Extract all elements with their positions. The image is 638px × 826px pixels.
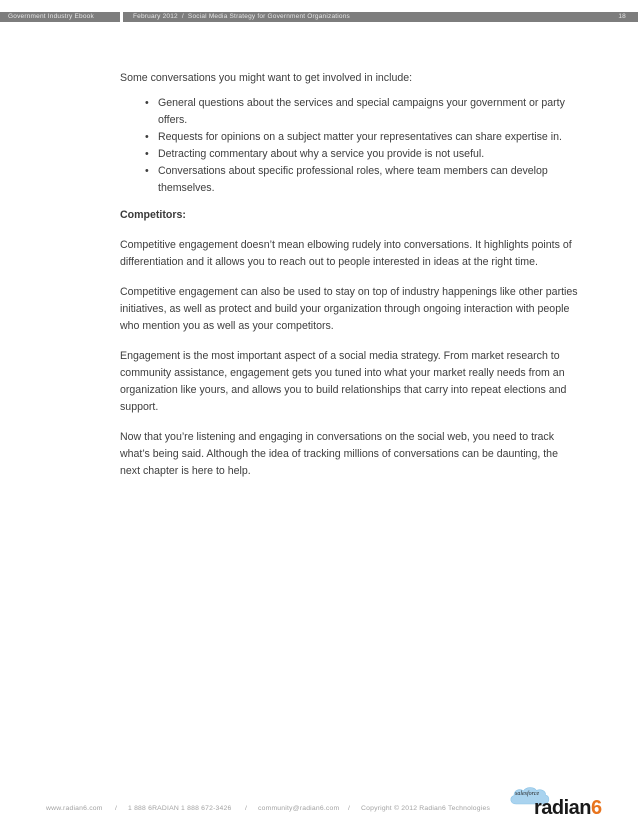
competitors-heading: Competitors:	[120, 209, 186, 221]
list-item	[145, 146, 580, 163]
radian6-logo	[508, 785, 626, 821]
logo-digit: 6	[591, 797, 602, 819]
ebook-label: Government Industry Ebook	[0, 12, 120, 22]
list-item	[145, 95, 580, 129]
list-item-text: Detracting commentary about why a service you provide is not useful.	[158, 148, 485, 160]
page-header	[0, 0, 638, 22]
footer-separator: /	[348, 805, 351, 812]
bullet-icon: •	[145, 148, 149, 160]
logo-word: radian	[534, 797, 592, 819]
list-item-text: General questions about the services and special campaigns your government or party offers.	[158, 97, 565, 126]
bullet-icon: •	[145, 97, 149, 109]
body-paragraph: Competitive engagement doesn’t mean elbowing rudely into conversations. It highlights points of differentiation and it allows you to reach out to people interested in ideas at the right time.	[120, 239, 572, 268]
list-item-text: Conversations about specific professional roles, where team members can develop themselves.	[158, 165, 548, 194]
main-content	[120, 70, 580, 493]
header-separator: /	[181, 13, 184, 20]
header-bar	[123, 12, 638, 22]
list-item	[145, 163, 580, 197]
bullet-icon: •	[145, 131, 149, 143]
body-paragraph: Engagement is the most important aspect of a social media strategy. From market research to community assistance, engagement gets you tuned into what your market really needs from an organization like yours, and allows you to build relationships that carry into repeat elections and support.	[120, 350, 567, 413]
footer-phone: 1 888 6RADIAN 1 888 672-3426	[128, 805, 232, 812]
list-item-text: Requests for opinions on a subject matter your representatives can share expertise in.	[158, 131, 562, 143]
bullet-list	[120, 95, 580, 197]
intro-paragraph: Some conversations you might want to get involved in include:	[120, 72, 413, 84]
body-paragraph: Competitive engagement can also be used to stay on top of industry happenings like other parties initiatives, as well as protect and build your organization through ongoing interaction with people who mention you as well as your competitors.	[120, 286, 578, 332]
header-doc-title: Social Media Strategy for Government Organizations	[187, 13, 351, 20]
list-item	[145, 129, 580, 146]
footer-separator: /	[115, 805, 118, 812]
footer-separator: /	[245, 805, 248, 812]
body-paragraph: Now that you’re listening and engaging in conversations on the social web, you need to track what’s being said. Although the idea of tracking millions of conversations can be daunting, the next chapter is here to help.	[120, 431, 558, 477]
bullet-icon: •	[145, 165, 149, 177]
salesforce-wordmark: salesforce	[515, 791, 540, 797]
header-date: February 2012	[133, 13, 178, 20]
footer-copyright: Copyright © 2012 Radian6 Technologies	[361, 805, 491, 812]
radian6-wordmark	[534, 797, 602, 820]
footer-website-link[interactable]: www.radian6.com	[46, 805, 103, 812]
page-number: 18	[618, 13, 626, 20]
footer-email-link[interactable]: community@radian6.com	[258, 805, 340, 812]
